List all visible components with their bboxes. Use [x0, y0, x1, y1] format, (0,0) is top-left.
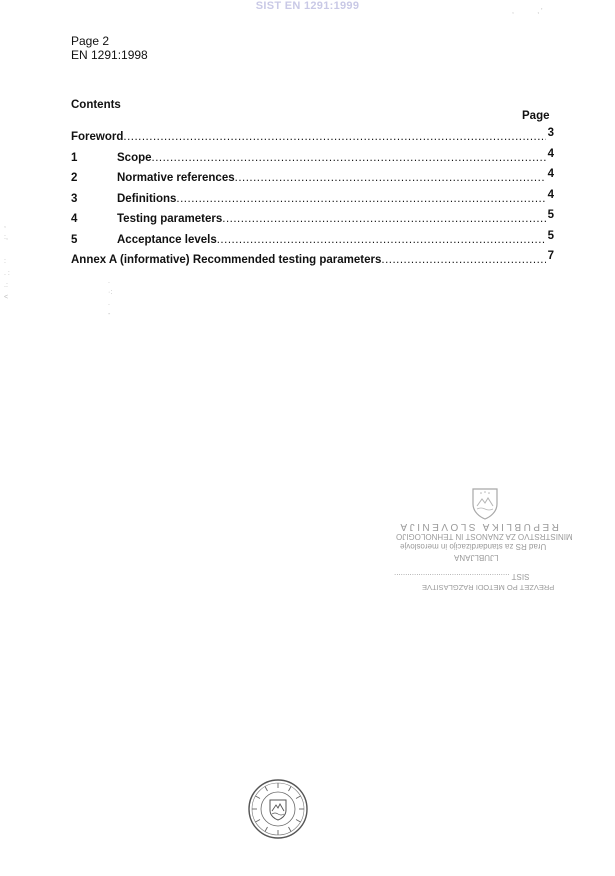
contents-heading: Contents [71, 99, 121, 111]
scan-noise-left: , :, : . : .: < [4, 222, 10, 301]
toc-entry-title: Foreword [71, 131, 124, 143]
toc-entry-annex-a[interactable] [71, 250, 554, 275]
toc-leader-dots [381, 254, 545, 266]
toc-leader-dots [235, 172, 546, 184]
page-column-label: Page [522, 110, 550, 122]
toc-leader-dots [222, 213, 545, 225]
stamp-line-6: PREVZET PO METODI RAZGLASITVE [422, 583, 555, 592]
stamp-line-1: REPUBLIKA SLOVENIJA [398, 521, 559, 532]
toc-entry-number: 3 [71, 192, 78, 205]
toc-entry-normative-references[interactable] [71, 168, 554, 193]
stamp-line-5: SIST .................................................... [394, 572, 530, 581]
toc-entry-page: 4 [547, 147, 554, 160]
toc-entry-title: Scope [117, 151, 152, 164]
toc-entry-number: 1 [71, 151, 78, 164]
toc-entry-testing-parameters[interactable] [71, 209, 554, 234]
stamp-line-2: MINISTRSTVO ZA ZNANOST IN TEHNOLOGIJO [396, 532, 573, 541]
toc-entry-page: 4 [547, 168, 554, 180]
scan-noise-top-right: , , ' [512, 8, 543, 15]
toc-entry-number: 2 [71, 172, 78, 184]
standard-reference: EN 1291:1998 [71, 48, 148, 62]
toc-entry-page: 3 [547, 127, 554, 139]
toc-entry-foreword[interactable] [71, 127, 554, 152]
toc-leader-dots [152, 152, 546, 164]
stamp-line-4: LJUBLJANA [454, 553, 499, 562]
toc-leader-dots [176, 193, 545, 205]
page-header [71, 34, 148, 62]
toc-entry-number: 4 [71, 213, 78, 225]
toc-entry-title: Definitions [117, 192, 177, 205]
toc-entry-title: Testing parameters [117, 213, 223, 225]
toc-entry-title: Normative references [117, 172, 235, 184]
toc-entry-number: 5 [71, 233, 78, 246]
coat-of-arms-icon [470, 486, 500, 520]
circular-seal-icon [247, 778, 309, 840]
toc-entry-scope[interactable] [71, 147, 554, 173]
page-number: Page 2 [71, 34, 110, 48]
toc-leader-dots [123, 131, 545, 143]
toc-entry-acceptance-levels[interactable] [71, 229, 554, 255]
scan-noise-center: . ·: . - [108, 278, 113, 318]
document-watermark: SIST EN 1291:1999 [255, 0, 360, 12]
toc-entry-page: 5 [547, 229, 554, 242]
toc-entry-definitions[interactable] [71, 188, 554, 214]
toc-entry-page: 5 [547, 209, 554, 221]
stamp-line-3: Urad RS za standardizacijo in meroslovje [400, 542, 547, 551]
toc-entry-page: 4 [547, 188, 554, 201]
toc-entry-title: Acceptance levels [117, 233, 217, 246]
official-stamp [352, 486, 592, 596]
toc-leader-dots [217, 234, 546, 246]
toc-entry-title: Annex A (informative) Recommended testing parameters [71, 254, 382, 266]
toc-entry-page: 7 [547, 250, 554, 262]
table-of-contents [71, 127, 554, 275]
